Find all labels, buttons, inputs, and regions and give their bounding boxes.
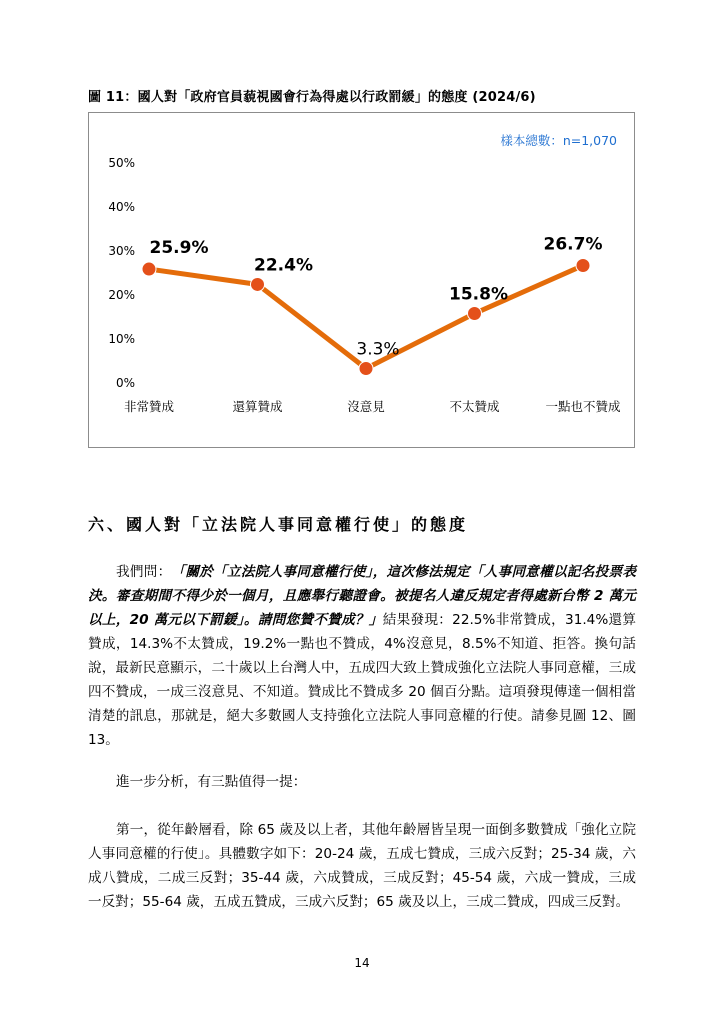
- x-category-label: 非常贊成: [123, 399, 175, 414]
- page-number: 14: [354, 956, 370, 970]
- x-category-label: 一點也不贊成: [545, 399, 621, 414]
- chart-frame: [88, 112, 635, 448]
- figure-caption: 圖 11：國人對「政府官員藐視國會行為得處以行政罰緩」的態度 (2024/6): [88, 90, 536, 105]
- x-category-label: 還算贊成: [232, 399, 283, 414]
- y-tick-label: 0%: [115, 376, 135, 390]
- y-tick-label: 40%: [108, 200, 135, 214]
- paragraph-intro: 我們問：: [116, 564, 172, 580]
- paragraph-age-analysis: 第一，從年齡層看，除 65 歲及以上者，其他年齡層皆呈現一面倒多數贊成「強化立院人事同意權的行使」。具體數字如下：20-24 歲，五成七贊成，三成六反對；25-34 歲，六成八贊成，二成三反對；35-44 歲，六成贊成，三成反對；45-54 歲，六成一贊成，三成一反對；55-64 歲，五成五贊成，三成六反對；65 歲及以上，三成二贊成，四成三反對。: [88, 822, 636, 910]
- data-point-marker: [142, 262, 156, 276]
- data-label: 25.9%: [149, 238, 209, 259]
- data-point-marker: [359, 361, 373, 375]
- section-title: 六、國人對「立法院人事同意權行使」的態度: [88, 515, 469, 534]
- paragraph-results: [88, 560, 636, 752]
- data-point-marker: [251, 277, 265, 291]
- data-label: 15.8%: [449, 284, 508, 305]
- data-point-marker: [576, 259, 590, 273]
- data-label: 26.7%: [543, 234, 603, 255]
- y-tick-label: 50%: [108, 156, 135, 170]
- y-tick-label: 20%: [108, 288, 135, 302]
- survey-question: 「關於「立法院人事同意權行使」，這次修法規定「人事同意權以記名投票表決。審查期間不得少於一個月，且應舉行聽證會。被提名人違反規定者得處新台幣 2 萬元以上，20 萬元以下罰鍰」。請問您贊不贊成？」: [88, 564, 636, 628]
- line-chart: [89, 113, 636, 449]
- x-category-label: 不太贊成: [449, 399, 500, 414]
- paragraph-further-analysis: 進一步分析，有三點值得一提：: [116, 774, 307, 790]
- y-tick-label: 30%: [108, 244, 135, 258]
- y-tick-label: 10%: [108, 332, 135, 346]
- x-category-label: 沒意見: [347, 399, 385, 414]
- data-label: 22.4%: [254, 255, 313, 276]
- paragraph-findings: 結果發現：22.5%非常贊成，31.4%還算贊成，14.3%不太贊成，19.2%一點也不贊成，4%沒意見，8.5%不知道、拒答。換句話說，最新民意顯示，二十歲以上台灣人中，五成四大致上贊成強化立法院人事同意權，三成四不贊成，一成三沒意見、不知道。贊成比不贊成多 20 個百分點。這項發現傳達一個相當清楚的訊息，那就是，絕大多數國人支持強化立法院人事同意權的行使。請參見圖 12、圖 13。: [88, 612, 636, 748]
- sample-size-note: 樣本總數：n=1,070: [500, 133, 617, 148]
- data-point-marker: [468, 306, 482, 320]
- data-label: 3.3%: [356, 339, 400, 360]
